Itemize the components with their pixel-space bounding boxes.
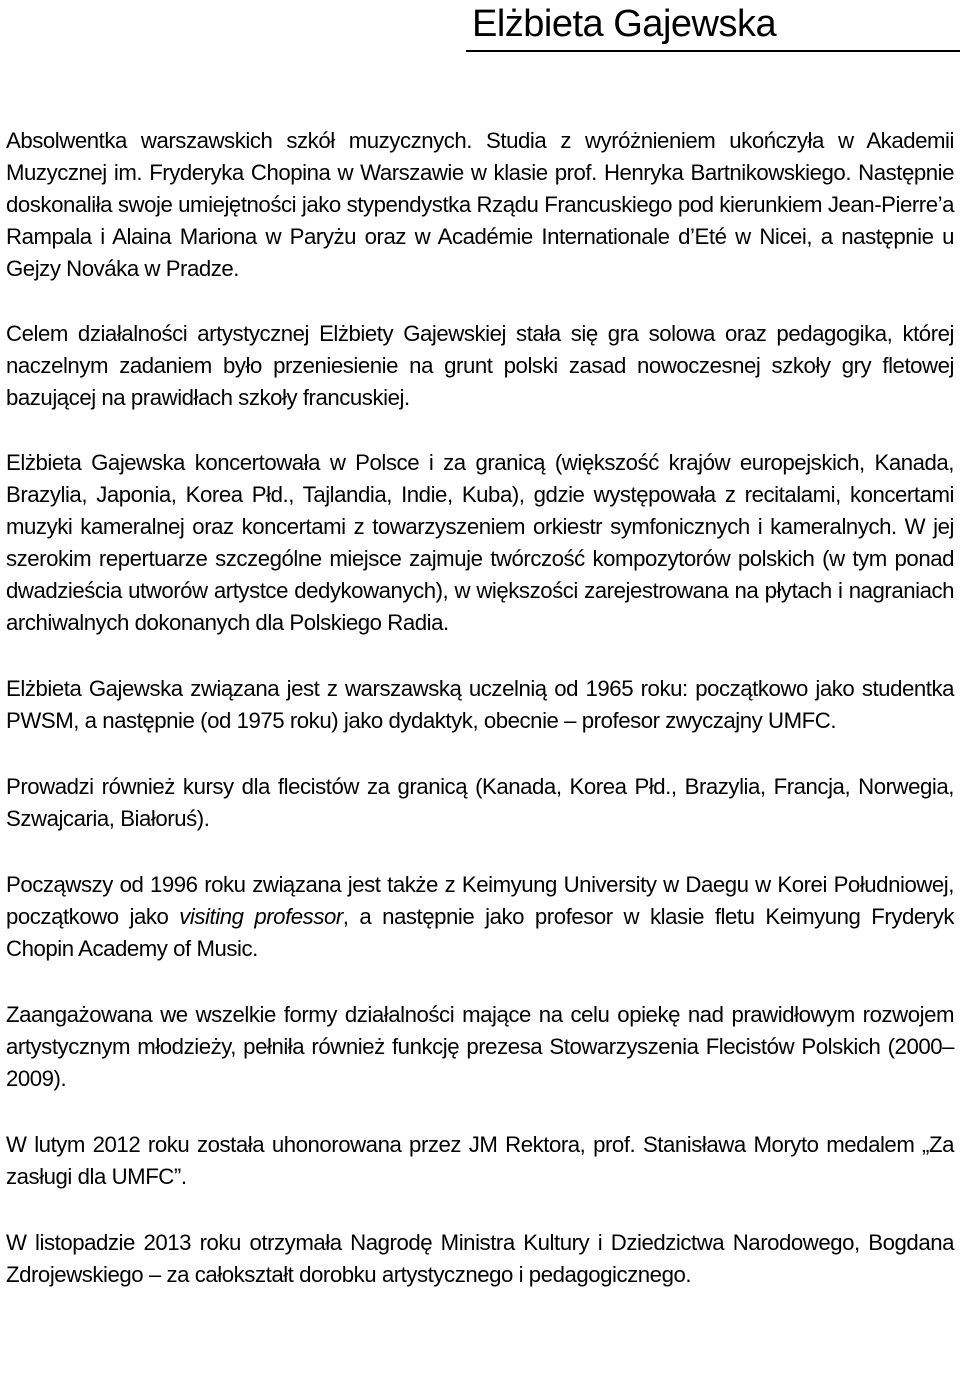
paragraph-artistic-goal: Celem działalności artystycznej Elżbiety Gajewskiej stała się gra solowa oraz pedagogika, której naczelnym zadaniem było przeniesienie na grunt polski zasad nowoczesnej szkoły gry fletowej bazującej na prawidłach szkoły francuskiej. xyxy=(6,321,954,410)
title-block xyxy=(466,0,960,52)
paragraph-award: W listopadzie 2013 roku otrzymała Nagrodę Ministra Kultury i Dziedzictwa Narodowego, Bogdana Zdrojewskiego – za całokształt dorobku artystycznego i pedagogicznego. xyxy=(6,1230,954,1287)
paragraph-education: Absolwentka warszawskich szkół muzycznych. Studia z wyróżnieniem ukończyła w Akademii Muzycznej im. Fryderyka Chopina w Warszawie w klasie prof. Henryka Bartnikowskiego. Następnie doskonaliła swoje umiejętności jako stypendystka Rządu Francuskiego pod kierunkiem Jean-Pierre’a Rampala i Alaina Mariona w Paryżu oraz w Académie Internationale d’Eté w Nicei, a następnie u Gejzy Nováka w Pradze. xyxy=(6,128,954,281)
paragraph-keimyung xyxy=(6,869,954,965)
paragraph-association: Zaangażowana we wszelkie formy działalności mające na celu opiekę nad prawidłowym rozwojem artystycznym młodzieży, pełniła również funkcję prezesa Stowarzyszenia Flecistów Polskich (2000–2009). xyxy=(6,1002,954,1091)
paragraph-university: Elżbieta Gajewska związana jest z warszawską uczelnią od 1965 roku: początkowo jako studentka PWSM, a następnie (od 1975 roku) jako dydaktyk, obecnie – profesor zwyczajny UMFC. xyxy=(6,676,954,733)
page-title: Elżbieta Gajewska xyxy=(472,3,777,45)
paragraph-keimyung-after: , a następnie jako profesor w klasie fletu Keimyung Fryderyk Chopin Academy of Music. xyxy=(6,904,954,961)
paragraph-medal: W lutym 2012 roku została uhonorowana przez JM Rektora, prof. Stanisława Moryto medalem „Za zasługi dla UMFC”. xyxy=(6,1132,954,1189)
paragraph-courses: Prowadzi również kursy dla flecistów za granicą (Kanada, Korea Płd., Brazylia, Francja, Norwegia, Szwajcaria, Białoruś). xyxy=(6,774,954,831)
paragraph-concerts: Elżbieta Gajewska koncertowała w Polsce i za granicą (większość krajów europejskich, Kanada, Brazylia, Japonia, Korea Płd., Tajlandia, Indie, Kuba), gdzie występowała z recitalami, koncertami muzyki kameralnej oraz koncertami z towarzyszeniem orkiestr symfonicznych i kameralnych. W jej szerokim repertuarze szczególne miejsce zajmuje twórczość kompozytorów polskich (w tym ponad dwadzieścia utworów artystce dedykowanych), w większości zarejestrowana na płytach i nagraniach archiwalnych dokonanych dla Polskiego Radia. xyxy=(6,450,954,635)
paragraph-keimyung-emphasis: visiting professor xyxy=(179,904,343,929)
biography-body xyxy=(6,125,954,1291)
paragraph-keimyung-before: Począwszy od 1996 roku związana jest także z Keimyung University w Daegu w Korei Południowej, początkowo jako xyxy=(6,872,954,929)
